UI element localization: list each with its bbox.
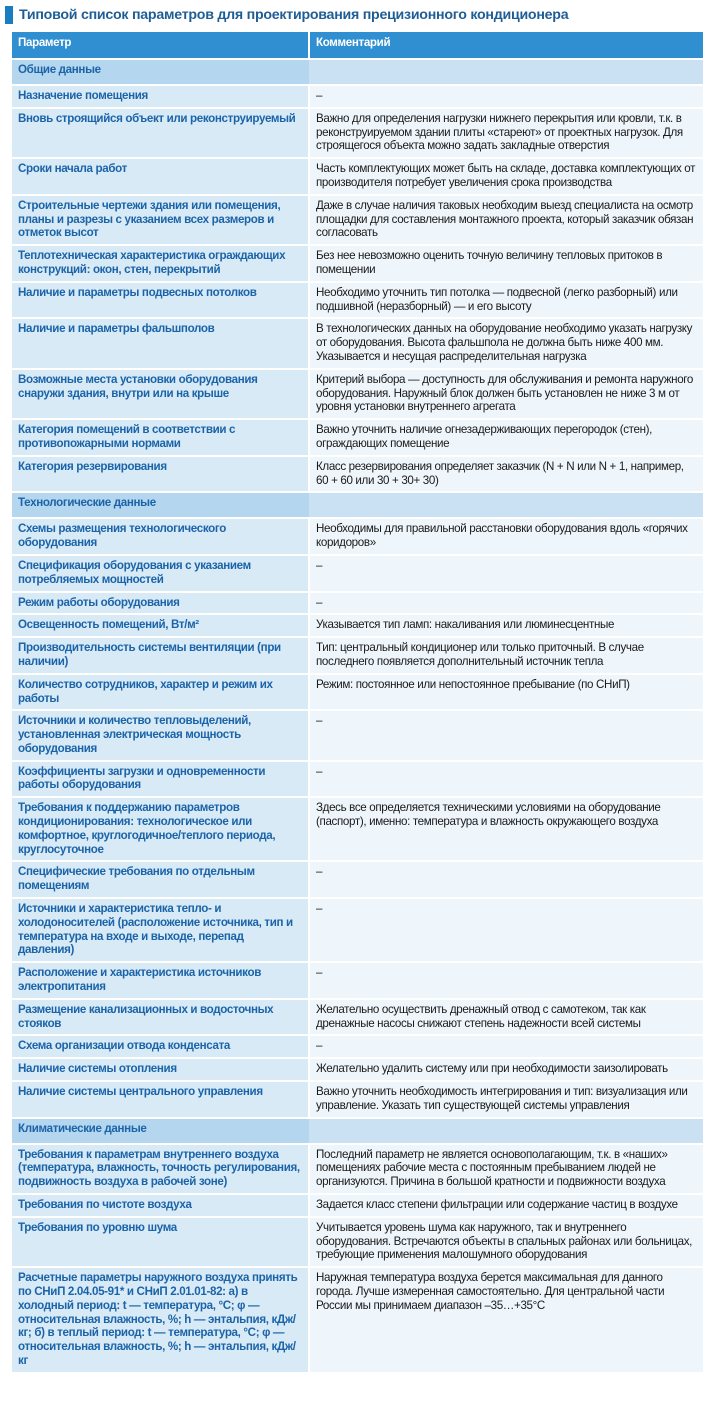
section-spacer (309, 1118, 703, 1144)
parameter-cell: Размещение канализационных и водосточных стояков (12, 999, 309, 1036)
table-row (12, 369, 703, 419)
parameter-cell: Режим работы оборудования (12, 592, 309, 615)
comment-cell: – (309, 962, 703, 999)
section-spacer (309, 59, 703, 85)
comment-cell: Часть комплектующих может быть на складе, доставка комплектующих от производителя потребует увеличения срока производства (309, 158, 703, 195)
parameter-cell: Расчетные параметры наружного воздуха принять по СНиП 2.04.05-91* и СНиП 2.01.01-82: а) в холодный период: t — температура, °С; φ — относительная влажность, %; h — энтальпия, кДж/кг; б) в теплый период: t — температура, °С; φ — относительная влажность, %; h — энтальпия, кДж/кг (12, 1267, 309, 1373)
parameter-cell: Строительные чертежи здания или помещения, планы и разрезы с указанием всех размеров и отметок высот (12, 195, 309, 245)
parameter-cell: Сроки начала работ (12, 158, 309, 195)
comment-cell: Без нее невозможно оценить точную величину тепловых притоков в помещении (309, 245, 703, 282)
table-row (12, 108, 703, 158)
table-row (12, 999, 703, 1036)
title-marker (5, 6, 13, 24)
comment-cell: Важно уточнить наличие огнезадерживающих перегородок (стен), ограждающих помещение (309, 419, 703, 456)
comment-cell: – (309, 1035, 703, 1058)
table-title (5, 4, 705, 26)
table-row (12, 456, 703, 493)
table-row (12, 195, 703, 245)
column-header-comment: Комментарий (309, 32, 703, 59)
section-title: Климатические данные (12, 1118, 309, 1144)
table-row (12, 85, 703, 108)
comment-cell: Критерий выбора — доступность для обслуживания и ремонта наружного оборудования. Наружный блок должен быть установлен не ниже 3 м от уровня установки внутреннего агрегата (309, 369, 703, 419)
table-row (12, 797, 703, 861)
table-row (12, 861, 703, 898)
parameter-cell: Освещенность помещений, Вт/м² (12, 614, 309, 637)
table-row (12, 761, 703, 798)
table-row (12, 158, 703, 195)
comment-cell: Необходимо уточнить тип потолка — подвесной (легко разборный) или подшивной (неразборный) — и его высоту (309, 282, 703, 319)
parameter-cell: Источники и количество тепловыделений, установленная электрическая мощность оборудования (12, 710, 309, 760)
parameter-cell: Вновь строящийся объект или реконструируемый (12, 108, 309, 158)
parameter-cell: Требования к поддержанию параметров кондиционирования: технологическое или комфортное, круглогодичное/теплого периода, круглосуточное (12, 797, 309, 861)
table-row (12, 1217, 703, 1267)
parameter-cell: Спецификация оборудования с указанием потребляемых мощностей (12, 555, 309, 592)
parameter-cell: Производительность системы вентиляции (при наличии) (12, 637, 309, 674)
table-row (12, 674, 703, 711)
table-row (12, 419, 703, 456)
parameter-cell: Категория помещений в соответствии с противопожарными нормами (12, 419, 309, 456)
table-row (12, 555, 703, 592)
parameter-cell: Наличие и параметры фальшполов (12, 318, 309, 368)
table-row (12, 1144, 703, 1194)
parameter-cell: Наличие системы центрального управления (12, 1081, 309, 1118)
section-row (12, 59, 703, 85)
parameter-cell: Наличие системы отопления (12, 1058, 309, 1081)
parameter-cell: Источники и характеристика тепло- и холодоносителей (расположение источника, тип и температура на входе и выходе, перепад давления) (12, 898, 309, 962)
comment-cell: – (309, 898, 703, 962)
comment-cell: – (309, 761, 703, 798)
section-spacer (309, 492, 703, 518)
comment-cell: – (309, 555, 703, 592)
table-row (12, 710, 703, 760)
comment-cell: Режим: постоянное или непостоянное пребывание (по СНиП) (309, 674, 703, 711)
comment-cell: Желательно удалить систему или при необходимости заизолировать (309, 1058, 703, 1081)
parameter-cell: Возможные места установки оборудования снаружи здания, внутри или на крыше (12, 369, 309, 419)
comment-cell: Желательно осуществить дренажный отвод с самотеком, так как дренажные насосы снижают степень надежности всей системы (309, 999, 703, 1036)
column-header-param: Параметр (12, 32, 309, 59)
comment-cell: Класс резервирования определяет заказчик (N + N или N + 1, например, 60 + 60 или 30 + 30+ 30) (309, 456, 703, 493)
parameter-cell: Требования к параметрам внутреннего воздуха (температура, влажность, точность регулирования, подвижность воздуха в рабочей зоне) (12, 1144, 309, 1194)
parameter-cell: Расположение и характеристика источников электропитания (12, 962, 309, 999)
parameter-cell: Требования по чистоте воздуха (12, 1194, 309, 1217)
comment-cell: Тип: центральный кондиционер или только приточный. В случае последнего появляется дополнительный источник тепла (309, 637, 703, 674)
table-header-row (12, 32, 703, 59)
table-row (12, 282, 703, 319)
comment-cell: – (309, 710, 703, 760)
parameter-cell: Теплотехническая характеристика ограждающих конструкций: окон, стен, перекрытий (12, 245, 309, 282)
section-row (12, 1118, 703, 1144)
table-row (12, 318, 703, 368)
comment-cell: Наружная температура воздуха берется максимальная для данного города. Лучше измеренная самостоятельно. Для центральной части России мы принимаем диапазон –35…+35°С (309, 1267, 703, 1373)
parameter-cell: Наличие и параметры подвесных потолков (12, 282, 309, 319)
parameter-cell: Схемы размещения технологического оборудования (12, 518, 309, 555)
comment-cell: Последний параметр не является основополагающим, т.к. в «наших» помещениях рабочие места с постоянным пребыванием людей не организуются. Причина в большой кратности и подвижности воздуха (309, 1144, 703, 1194)
table-row (12, 1081, 703, 1118)
parameters-table (12, 32, 703, 1374)
comment-cell: – (309, 85, 703, 108)
table-row (12, 637, 703, 674)
table-row (12, 518, 703, 555)
table-row (12, 1267, 703, 1373)
comment-cell: Здесь все определяется техническими условиями на оборудование (паспорт), именно: температура и влажность окружающего воздуха (309, 797, 703, 861)
comment-cell: Необходимы для правильной расстановки оборудования вдоль «горячих коридоров» (309, 518, 703, 555)
comment-cell: – (309, 592, 703, 615)
comment-cell: Учитывается уровень шума как наружного, так и внутреннего оборудования. Встречаются объекты в спальных районах или больницах, требующие применения малошумного оборудования (309, 1217, 703, 1267)
table-row (12, 592, 703, 615)
section-title: Общие данные (12, 59, 309, 85)
parameter-cell: Категория резервирования (12, 456, 309, 493)
table-row (12, 245, 703, 282)
comment-cell: Указывается тип ламп: накаливания или люминесцентные (309, 614, 703, 637)
table-row (12, 1035, 703, 1058)
section-row (12, 492, 703, 518)
table-row (12, 1194, 703, 1217)
parameter-cell: Назначение помещения (12, 85, 309, 108)
comment-cell: В технологических данных на оборудование необходимо указать нагрузку от оборудования. Высота фальшпола не должна быть ниже 400 мм. Указывается и несущая распределительная нагрузка (309, 318, 703, 368)
parameter-cell: Схема организации отвода конденсата (12, 1035, 309, 1058)
table-row (12, 1058, 703, 1081)
comment-cell: Даже в случае наличия таковых необходим выезд специалиста на осмотр площадки для составления монтажного проекта, который заказчик обязан согласовать (309, 195, 703, 245)
table-row (12, 614, 703, 637)
table-row (12, 962, 703, 999)
parameter-cell: Коэффициенты загрузки и одновременности работы оборудования (12, 761, 309, 798)
comment-cell: Важно для определения нагрузки нижнего перекрытия или кровли, т.к. в реконструируемом здании плиты «стареют» от проектных нагрузок. Для строящегося объекта можно задать закладные отверстия (309, 108, 703, 158)
table-row (12, 898, 703, 962)
table-body (12, 59, 703, 1373)
parameter-cell: Специфические требования по отдельным помещениям (12, 861, 309, 898)
comment-cell: – (309, 861, 703, 898)
comment-cell: Важно уточнить необходимость интегрирования и тип: визуализация или управление. Указать тип существующей системы управления (309, 1081, 703, 1118)
comment-cell: Задается класс степени фильтрации или содержание частиц в воздухе (309, 1194, 703, 1217)
parameter-cell: Количество сотрудников, характер и режим их работы (12, 674, 309, 711)
title-text: Типовой список параметров для проектирования прецизионного кондиционера (19, 7, 569, 23)
section-title: Технологические данные (12, 492, 309, 518)
parameter-cell: Требования по уровню шума (12, 1217, 309, 1267)
